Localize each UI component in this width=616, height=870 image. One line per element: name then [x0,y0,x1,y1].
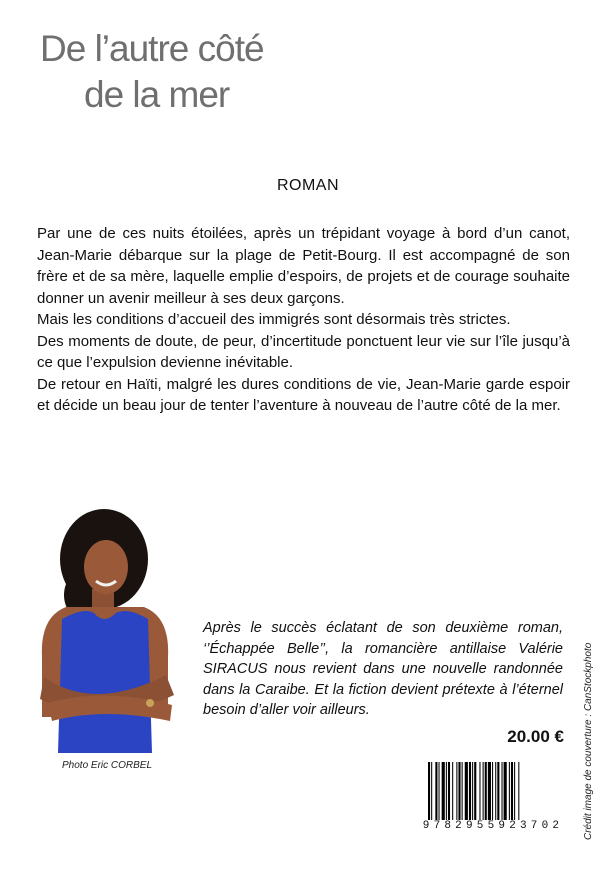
barcode-bar [504,762,507,820]
blurb-paragraph: Mais les conditions d’accueil des immigrés sont désormais très strictes. [37,311,511,328]
blurb-paragraph: Des moments de doute, de peur, d’incertitude ponctuent leur vie sur l’île jusqu’à ce que l’expulsion devienne inévitable. [37,332,570,371]
barcode-bar [474,762,476,820]
back-cover-blurb [37,223,570,417]
barcode-bar [483,762,484,820]
barcode-bar [497,762,499,820]
barcode-bar [479,762,480,820]
barcode-bar [495,762,496,820]
barcode-bars [426,762,560,820]
book-title-line-2: de la mer [84,74,230,115]
isbn-digits: 9782955923702 [422,820,564,832]
barcode-bar [518,762,519,820]
barcode-bar [492,762,493,820]
barcode-bar [448,762,450,820]
barcode-bar [514,762,515,820]
blurb-paragraph: De retour en Haïti, malgré les dures conditions de vie, Jean-Marie garde espoir et décide un beau jour de tenter l’aventure à nouveau de l’autre côté de la mer. [37,375,570,414]
barcode-bar [452,762,453,820]
barcode-bar [511,762,513,820]
barcode-bar [435,762,437,820]
book-title-line-1: De l’autre côté [40,28,264,69]
barcode-bar [509,762,510,820]
barcode-bar [469,762,471,820]
cover-image-credit: Crédit image de couverture : CanStockphoto [583,642,594,840]
blurb-paragraph: Par une de ces nuits étoilées, après un trépidant voyage à bord d’un canot, Jean-Marie débarque sur la plage de Petit-Bourg. Il est accompagné de son frère et de sa mère, laquelle emplie d’espoirs, de projets et de courage souhaite donner un avenir meilleur à ses deux garçons. [37,225,570,307]
author-bio [203,618,563,721]
barcode-bar [442,762,445,820]
barcode-bar [439,762,440,820]
book-title [40,26,340,118]
isbn-barcode [420,760,566,840]
barcode-bar [472,762,473,820]
barcode-bar [428,762,430,820]
barcode-bar [488,762,491,820]
author-bio-text: Après le succès éclatant de son deuxième roman, ‘’Échappée Belle’’, la romancière antillaise Valérie SIRACUS nous revient dans une nouvelle randonnée dans la Caraibe. Et la fiction devient prétexte à l’éternel besoin d’aller voir ailleurs. [203,620,563,718]
photo-credit: Photo Eric CORBEL [62,760,153,771]
barcode-bar [446,762,447,820]
barcode-bar [456,762,457,820]
genre-label: ROMAN [276,177,340,194]
barcode-bar [465,762,468,820]
price-label: 20.00 € [507,727,564,746]
barcode-bar [485,762,487,820]
barcode-bar [431,762,432,820]
barcode-bar [502,762,503,820]
barcode-bar [458,762,460,820]
barcode-bar [462,762,463,820]
author-photo [34,507,182,753]
